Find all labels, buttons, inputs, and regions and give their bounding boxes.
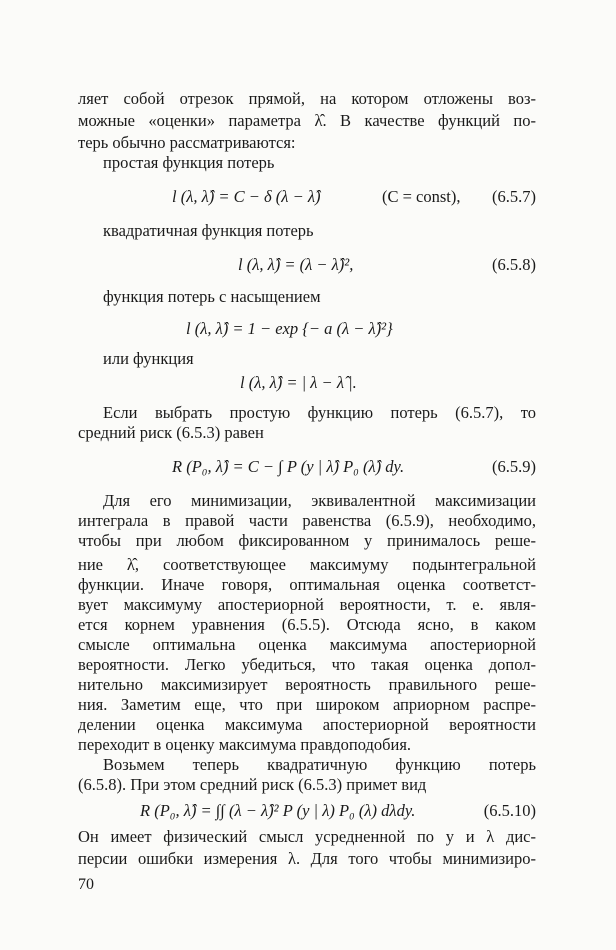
equation-number: (6.5.8) <box>492 255 536 274</box>
text-line: вероятности. Легко убедиться, что такая оценка допол- <box>78 655 536 674</box>
text-line: Он имеет физический смысл усредненной по y и λ дис- <box>78 827 536 846</box>
text-line: функция потерь с насыщением <box>103 287 321 306</box>
text-line: ляет собой отрезок прямой, на котором отложены воз- <box>78 89 536 108</box>
text-line: смысле оптимальна оценка максимума апостериорной <box>78 635 536 654</box>
equation-saturation: l (λ, λ̂) = 1 − exp {− a (λ − λ̂)²} <box>186 319 393 338</box>
text-line: интеграла в правой части равенства (6.5.9), необходимо, <box>78 511 536 530</box>
text-line: квадратичная функция потерь <box>103 221 314 240</box>
text-line: ется корнем уравнения (6.5.5). Отсюда ясно, в каком <box>78 615 536 634</box>
text-line: терь обычно рассматриваются: <box>78 133 296 152</box>
text-line: Для его минимизации, эквивалентной максимизации <box>103 491 536 510</box>
equation-6-5-8: l (λ, λ̂) = (λ − λ̂)², <box>238 255 354 274</box>
equation-number: (6.5.9) <box>492 457 536 476</box>
equation-6-5-10: R (P₀, λ̂) = ∫∫ (λ − λ̂)² P (y | λ) P₀ (λ) dλdy. <box>140 801 416 820</box>
text-line: делении оценка максимума апостериорной вероятности <box>78 715 536 734</box>
equation-number: (6.5.10) <box>483 801 536 820</box>
text-line: нительно максимизирует вероятность правильного реше- <box>78 675 536 694</box>
equation-number: (6.5.7) <box>492 187 536 206</box>
text-line: или функция <box>103 349 194 368</box>
text-line: функции. Иначе говоря, оптимальная оценка соответст- <box>78 575 536 594</box>
text-line: простая функция потерь <box>103 153 275 172</box>
text-line: ния. Заметим еще, что при широком априорном распре- <box>78 695 536 714</box>
equation-absolute: l (λ, λ̂) = | λ − λ̂ |. <box>240 373 357 392</box>
text-line: переходит в оценку максимума правдоподобия. <box>78 735 412 754</box>
text-line: вует максимуму апостериорной вероятности, т. е. явля- <box>78 595 536 614</box>
text-line: Возьмем теперь квадратичную функцию потерь <box>103 755 536 774</box>
text-line: персии ошибки измерения λ. Для того чтобы минимизиро- <box>78 849 536 868</box>
equation-condition: (C = const), <box>382 187 461 206</box>
text-line: чтобы при любом фиксированном y принималось реше- <box>78 531 536 550</box>
equation-6-5-9: R (P₀, λ̂) = C − ∫ P (y | λ̂) P₀ (λ̂) dy. <box>172 457 405 476</box>
text-line: ние λ̂, соответствующее максимуму подынтегральной <box>78 555 536 574</box>
text-line: (6.5.8). При этом средний риск (6.5.3) примет вид <box>78 775 427 794</box>
text-line: Если выбрать простую функцию потерь (6.5.7), то <box>103 403 536 422</box>
equation-6-5-7: l (λ, λ̂) = C − δ (λ − λ̂) <box>172 187 321 206</box>
text-line: средний риск (6.5.3) равен <box>78 423 264 442</box>
text-line: можные «оценки» параметра λ̂. В качестве функций по- <box>78 111 536 130</box>
page-number: 70 <box>78 876 94 893</box>
